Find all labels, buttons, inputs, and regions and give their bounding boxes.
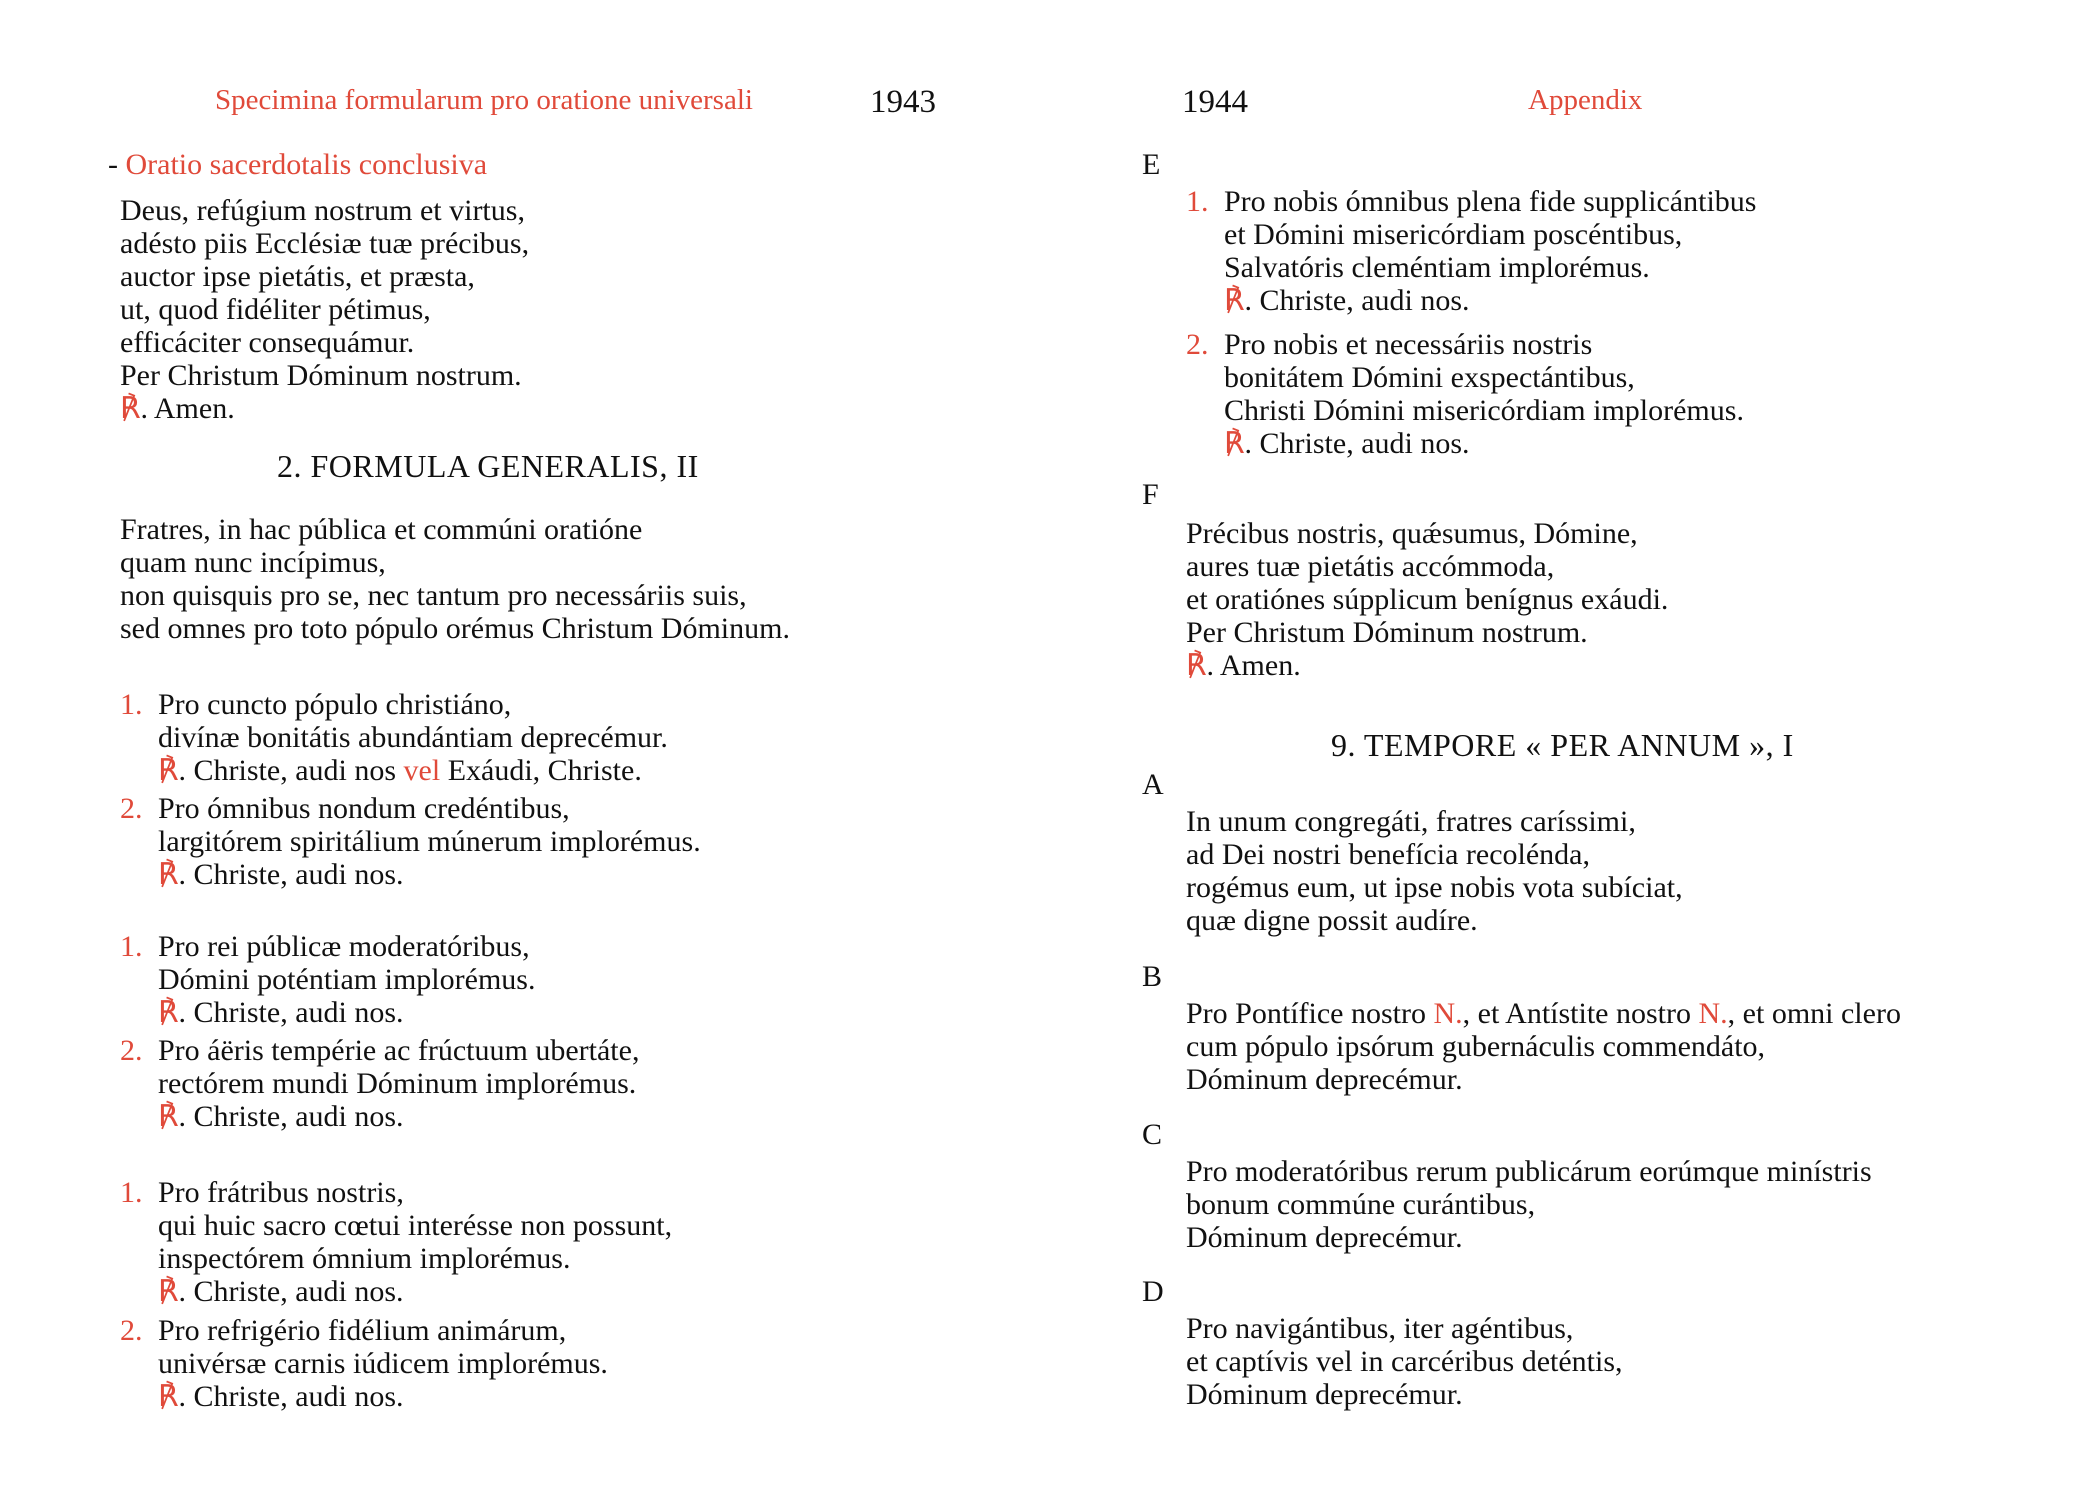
intention-line: cum pópulo ipsórum gubernáculis commendáto,: [1186, 1030, 1766, 1063]
petition: [120, 1176, 672, 1308]
response-text: . Amen.: [140, 392, 235, 425]
petition-line: Christi Dómini misericórdiam implorémus.: [1224, 394, 1744, 427]
response-text: . Christe, audi nos.: [1244, 284, 1470, 317]
petition-line: largitórem spiritálium múnerum implorémus.: [158, 825, 701, 858]
section-title-prefix: -: [108, 148, 118, 181]
response-symbol: ℟: [158, 754, 179, 787]
petition-line: Pro nobis ómnibus plena fide supplicántibus: [1224, 185, 1757, 218]
petition-line: qui huic sacro cœtui interésse non possunt,: [158, 1209, 673, 1242]
response-text: . Christe, audi nos.: [178, 1380, 404, 1413]
petition-number: 2.: [1186, 328, 1209, 361]
petition: [120, 792, 701, 891]
petition-number: 2.: [120, 792, 143, 825]
prayer-line: Précibus nostris, quǽsumus, Dómine,: [1186, 517, 1638, 550]
response-symbol: ℟: [158, 1380, 179, 1413]
running-head-right: Appendix: [1528, 84, 1643, 116]
conclusion-response: [120, 392, 529, 425]
response-symbol: ℟: [120, 392, 141, 425]
petition-line: Pro nobis et necessáriis nostris: [1224, 328, 1593, 361]
petition-number: 1.: [120, 1176, 143, 1209]
petition-line: Pro rei públicæ moderatóribus,: [158, 930, 530, 963]
response-symbol: ℟: [158, 996, 179, 1029]
response-symbol: ℟: [1224, 284, 1245, 317]
form-letter-d: D: [1142, 1275, 1164, 1308]
petition-number: 2.: [120, 1034, 143, 1067]
petition-line: Pro frátribus nostris,: [158, 1176, 404, 1209]
petition-line: Pro cuncto pópulo christiáno,: [158, 688, 512, 721]
form-letter-b: B: [1142, 960, 1163, 993]
conclusion-line: adésto piis Ecclésiæ tuæ précibus,: [120, 227, 530, 260]
petition: [1186, 328, 1744, 460]
invitation-line: quæ digne possit audíre.: [1186, 904, 1478, 937]
intro-line: quam nunc incípimus,: [120, 546, 386, 579]
petition-line: et Dómini misericórdiam poscéntibus,: [1224, 218, 1683, 251]
petition-line: Pro ómnibus nondum credéntibus,: [158, 792, 570, 825]
page-number-left: 1943: [870, 84, 936, 120]
formula-heading: 9. TEMPORE « PER ANNUM », I: [1331, 727, 1794, 763]
petition-response: [120, 754, 668, 787]
intention-line: et captívis vel in carcéribus deténtis,: [1186, 1345, 1623, 1378]
response-text: . Amen.: [1206, 649, 1301, 682]
intro-paragraph: [120, 513, 790, 645]
petition-response: [120, 996, 535, 1029]
conclusion-prayer: [1186, 517, 1668, 682]
invitation-line: ad Dei nostri benefícia recolénda,: [1186, 838, 1590, 871]
form-letter-e: E: [1142, 148, 1161, 181]
intention-text: Pro Pontífice nostro: [1186, 997, 1434, 1030]
formula-heading: 2. FORMULA GENERALIS, II: [277, 448, 699, 484]
petition-response: [120, 1100, 639, 1133]
section-title-text: Oratio sacerdotalis conclusiva: [125, 148, 488, 181]
form-letter-a: A: [1142, 768, 1164, 801]
petition-line: univérsæ carnis iúdicem implorémus.: [158, 1347, 608, 1380]
petition-line: bonitátem Dómini exspectántibus,: [1224, 361, 1635, 394]
petition-line: Pro áëris tempérie ac frúctuum ubertáte,: [158, 1034, 640, 1067]
petition-line: Pro refrigério fidélium animárum,: [158, 1314, 567, 1347]
page-number-right: 1944: [1182, 84, 1248, 120]
petition-number: 1.: [120, 930, 143, 963]
intention-text: , et Antístite nostro: [1462, 997, 1699, 1030]
response-symbol: ℟: [158, 1275, 179, 1308]
response-text: . Christe, audi nos.: [178, 858, 404, 891]
conclusion-prayer: [120, 194, 529, 425]
section-title: [108, 148, 487, 182]
intention-d: [1186, 1312, 1623, 1411]
petition-number: 2.: [120, 1314, 143, 1347]
petition-line: inspectórem ómnium implorémus.: [158, 1242, 571, 1275]
invitation-line: In unum congregáti, fratres caríssimi,: [1186, 805, 1636, 838]
petition: [120, 688, 668, 787]
intention-text: , et omni clero: [1727, 997, 1901, 1030]
prayer-line: et oratiónes súpplicum benígnus exáudi.: [1186, 583, 1669, 616]
response-symbol: ℟: [158, 1100, 179, 1133]
intention-line: Dóminum deprecémur.: [1186, 1221, 1463, 1254]
intention-line: Pro navigántibus, iter agéntibus,: [1186, 1312, 1574, 1345]
conclusion-line: efficáciter consequámur.: [120, 326, 415, 359]
intro-line: non quisquis pro se, nec tantum pro necessáriis suis,: [120, 579, 747, 612]
response-text: . Christe, audi nos: [178, 754, 404, 787]
response-text: . Christe, audi nos.: [178, 996, 404, 1029]
petition-response: [1186, 284, 1756, 317]
intention-c: [1186, 1155, 1872, 1254]
form-letter-c: C: [1142, 1118, 1163, 1151]
name-placeholder: N.: [1433, 997, 1463, 1030]
right-page: [1039, 0, 2078, 1500]
petition-response: [120, 1275, 672, 1308]
response-alternative: vel: [403, 754, 441, 787]
prayer-line: Per Christum Dóminum nostrum.: [1186, 616, 1588, 649]
invitation-line: rogémus eum, ut ipse nobis vota subíciat,: [1186, 871, 1683, 904]
petition-line: divínæ bonitátis abundántiam deprecémur.: [158, 721, 668, 754]
running-head-left: Specimina formularum pro oratione universali: [215, 84, 753, 116]
petition-number: 1.: [120, 688, 143, 721]
petition-line: Salvatóris cleméntiam implorémus.: [1224, 251, 1650, 284]
petition: [1186, 185, 1756, 317]
intention-b: [1186, 997, 1901, 1096]
prayer-response: [1186, 649, 1668, 682]
petition-number: 1.: [1186, 185, 1209, 218]
response-text: . Christe, audi nos.: [178, 1275, 404, 1308]
response-symbol: ℟: [158, 858, 179, 891]
intro-line: sed omnes pro toto pópulo orémus Christum Dóminum.: [120, 612, 790, 645]
intention-line: Dóminum deprecémur.: [1186, 1378, 1463, 1411]
invitation-paragraph: [1186, 805, 1683, 937]
petition-response: [120, 858, 701, 891]
petition-line: Dómini poténtiam implorémus.: [158, 963, 536, 996]
response-text: Exáudi, Christe.: [440, 754, 642, 787]
conclusion-line: Per Christum Dóminum nostrum.: [120, 359, 522, 392]
response-text: . Christe, audi nos.: [178, 1100, 404, 1133]
petition: [120, 1034, 639, 1133]
petition: [120, 1314, 608, 1413]
prayer-line: aures tuæ pietátis accómmoda,: [1186, 550, 1555, 583]
conclusion-line: ut, quod fidéliter pétimus,: [120, 293, 431, 326]
petition: [120, 930, 535, 1029]
petition-response: [1186, 427, 1744, 460]
intro-line: Fratres, in hac pública et commúni oratióne: [120, 513, 643, 546]
form-letter-f: F: [1142, 478, 1159, 511]
petition-response: [120, 1380, 608, 1413]
intention-line: [1186, 997, 1901, 1030]
name-placeholder: N.: [1698, 997, 1728, 1030]
response-text: . Christe, audi nos.: [1244, 427, 1470, 460]
conclusion-line: Deus, refúgium nostrum et virtus,: [120, 194, 525, 227]
petition-line: rectórem mundi Dóminum implorémus.: [158, 1067, 637, 1100]
intention-line: Pro moderatóribus rerum publicárum eorúmque minístris: [1186, 1155, 1872, 1188]
response-symbol: ℟: [1224, 427, 1245, 460]
response-symbol: ℟: [1186, 649, 1207, 682]
conclusion-line: auctor ipse pietátis, et præsta,: [120, 260, 475, 293]
intention-line: Dóminum deprecémur.: [1186, 1063, 1463, 1096]
intention-line: bonum commúne curántibus,: [1186, 1188, 1536, 1221]
